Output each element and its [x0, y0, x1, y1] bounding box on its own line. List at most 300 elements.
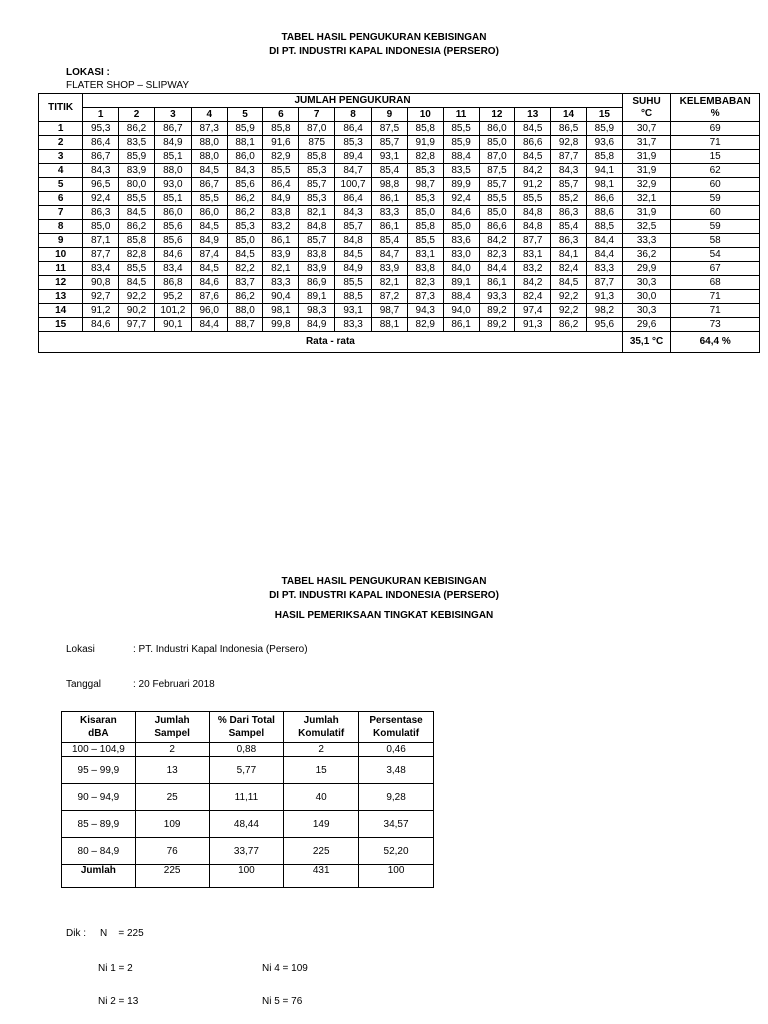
measure-cell: 84,3	[551, 164, 587, 178]
measure-cell: 85,1	[154, 192, 191, 206]
total-label: Jumlah	[62, 865, 136, 888]
measure-cell: 86,0	[154, 206, 191, 220]
tanggal-label: Tanggal	[66, 679, 102, 690]
measure-cell: 98,7	[407, 178, 443, 192]
measure-cell: 86,4	[335, 192, 372, 206]
measure-cell: 86,5	[551, 122, 587, 136]
kelembaban-cell: 59	[671, 220, 760, 234]
summary-cell: 33,77	[209, 838, 284, 865]
measure-cell: 82,1	[299, 206, 335, 220]
lokasi2-value: : PT. Industri Kapal Indonesia (Persero)	[133, 644, 308, 655]
measure-cell: 86,9	[299, 276, 335, 290]
measure-cell: 86,6	[479, 220, 515, 234]
measure-cell: 86,1	[372, 192, 408, 206]
lokasi-value: FLATER SHOP – SLIPWAY	[66, 80, 189, 91]
titik-cell: 1	[39, 122, 83, 136]
measure-cell: 85,8	[263, 122, 299, 136]
measure-cell: 87,0	[299, 122, 335, 136]
measure-cell: 85,2	[551, 192, 587, 206]
measure-cell: 85,8	[119, 234, 155, 248]
measure-cell: 86,2	[227, 206, 263, 220]
measure-cell: 85,7	[335, 220, 372, 234]
measure-cell: 91,2	[515, 178, 551, 192]
table-row	[39, 164, 760, 178]
table-row	[39, 304, 760, 318]
ni2: Ni 2 = 13	[98, 996, 139, 1007]
measure-cell: 84,4	[479, 262, 515, 276]
summary-header-line: Sampel	[154, 728, 190, 739]
measure-cell: 92,4	[443, 192, 479, 206]
titik-cell: 7	[39, 206, 83, 220]
measure-cell: 90,2	[119, 304, 155, 318]
measure-cell: 84,5	[119, 206, 155, 220]
measure-cell: 83,8	[299, 248, 335, 262]
table-row	[62, 757, 434, 784]
kelembaban-cell: 62	[671, 164, 760, 178]
suhu-cell: 31,9	[622, 164, 670, 178]
measure-cell: 94,3	[407, 304, 443, 318]
measure-cell: 88,0	[191, 150, 227, 164]
measure-cell: 83,4	[83, 262, 119, 276]
measure-cell: 85,7	[551, 178, 587, 192]
measure-cell: 84,8	[515, 206, 551, 220]
measure-cell: 83,5	[443, 164, 479, 178]
measure-cell: 94,1	[586, 164, 622, 178]
measure-cell: 87,7	[515, 234, 551, 248]
measure-cell: 84,6	[154, 248, 191, 262]
measure-cell: 84,9	[299, 318, 335, 332]
summary-cell: 15	[284, 757, 359, 784]
measure-cell: 93,3	[479, 290, 515, 304]
col-suhu-label: SUHU	[632, 95, 661, 107]
measure-cell: 84,5	[227, 248, 263, 262]
titik-cell: 5	[39, 178, 83, 192]
measure-cell: 96,0	[191, 304, 227, 318]
measure-cell: 84,7	[372, 248, 408, 262]
kelembaban-cell: 60	[671, 178, 760, 192]
summary-cell: 90 – 94,9	[62, 784, 136, 811]
measure-cell: 83,8	[407, 262, 443, 276]
measure-cell: 85,3	[299, 192, 335, 206]
titik-cell: 15	[39, 318, 83, 332]
table2-title-line1: TABEL HASIL PENGUKURAN KEBISINGAN	[281, 576, 487, 587]
col-measure-1: 1	[83, 108, 119, 122]
measure-cell: 84,4	[586, 248, 622, 262]
measure-cell: 87,7	[83, 248, 119, 262]
measure-cell: 88,5	[586, 220, 622, 234]
measure-cell: 96,5	[83, 178, 119, 192]
measure-cell: 85,7	[479, 178, 515, 192]
measure-cell: 83,1	[407, 248, 443, 262]
measure-cell: 86,8	[154, 276, 191, 290]
noise-level-summary-table	[61, 711, 434, 888]
measure-cell: 87,5	[372, 122, 408, 136]
measure-cell: 84,9	[335, 262, 372, 276]
measure-cell: 86,4	[83, 136, 119, 150]
summary-header-line: Sampel	[228, 728, 265, 739]
measure-cell: 84,3	[335, 206, 372, 220]
measure-cell: 82,1	[263, 262, 299, 276]
table1-title-line2: DI PT. INDUSTRI KAPAL INDONESIA (PERSERO)	[269, 46, 499, 57]
measure-cell: 86,0	[227, 150, 263, 164]
measure-cell: 86,1	[372, 220, 408, 234]
measure-cell: 83,8	[263, 206, 299, 220]
measure-cell: 91,3	[515, 318, 551, 332]
measure-cell: 85,3	[227, 220, 263, 234]
measure-cell: 93,0	[154, 178, 191, 192]
measure-cell: 85,9	[443, 136, 479, 150]
measure-cell: 92,2	[119, 290, 155, 304]
measure-cell: 82,8	[119, 248, 155, 262]
col-measure-9: 9	[372, 108, 408, 122]
measure-cell: 82,3	[479, 248, 515, 262]
summary-cell: 2	[284, 743, 359, 757]
measure-cell: 88,0	[154, 164, 191, 178]
suhu-cell: 30,3	[622, 276, 670, 290]
summary-cell: 52,20	[359, 838, 434, 865]
measure-cell: 84,4	[586, 234, 622, 248]
measure-cell: 99,8	[263, 318, 299, 332]
table-row	[39, 136, 760, 150]
measure-cell: 84,5	[515, 122, 551, 136]
measure-cell: 83,3	[263, 276, 299, 290]
summary-cell: 9,28	[359, 784, 434, 811]
suhu-cell: 31,7	[622, 136, 670, 150]
summary-header	[359, 712, 434, 743]
total-cell: 100	[209, 865, 284, 888]
measure-cell: 86,1	[443, 318, 479, 332]
table-row	[39, 318, 760, 332]
kelembaban-cell: 60	[671, 206, 760, 220]
measure-cell: 83,9	[119, 164, 155, 178]
measure-cell: 85,7	[372, 136, 408, 150]
measure-cell: 83,9	[263, 248, 299, 262]
measure-cell: 88,7	[227, 318, 263, 332]
measure-cell: 85,5	[443, 122, 479, 136]
measure-cell: 84,5	[119, 276, 155, 290]
measure-cell: 97,7	[119, 318, 155, 332]
titik-cell: 8	[39, 220, 83, 234]
measure-cell: 90,8	[83, 276, 119, 290]
measure-cell: 84,2	[515, 164, 551, 178]
measure-cell: 86,7	[83, 150, 119, 164]
suhu-cell: 32,5	[622, 220, 670, 234]
summary-cell: 225	[284, 838, 359, 865]
measure-cell: 83,2	[263, 220, 299, 234]
measure-cell: 92,2	[551, 290, 587, 304]
measure-cell: 92,7	[83, 290, 119, 304]
measure-cell: 98,1	[586, 178, 622, 192]
measure-cell: 86,2	[551, 318, 587, 332]
titik-cell: 3	[39, 150, 83, 164]
measure-cell: 85,5	[119, 262, 155, 276]
table-row	[39, 248, 760, 262]
noise-measurement-table	[38, 93, 760, 353]
measure-cell: 85,0	[479, 206, 515, 220]
col-measure-3: 3	[154, 108, 191, 122]
titik-cell: 12	[39, 276, 83, 290]
measure-cell: 85,5	[515, 192, 551, 206]
measure-cell: 91,9	[407, 136, 443, 150]
measure-cell: 84,8	[299, 220, 335, 234]
measure-cell: 84,1	[551, 248, 587, 262]
measure-cell: 83,6	[443, 234, 479, 248]
measure-cell: 87,6	[191, 290, 227, 304]
measure-cell: 85,5	[407, 234, 443, 248]
average-suhu: 35,1 °C	[622, 332, 670, 353]
measure-cell: 86,6	[586, 192, 622, 206]
measure-cell: 85,9	[119, 150, 155, 164]
table1-title-line1: TABEL HASIL PENGUKURAN KEBISINGAN	[281, 32, 487, 43]
suhu-cell: 32,9	[622, 178, 670, 192]
measure-cell: 84,3	[227, 164, 263, 178]
col-measure-10: 10	[407, 108, 443, 122]
measure-cell: 95,2	[154, 290, 191, 304]
measure-cell: 89,1	[299, 290, 335, 304]
measure-cell: 86,7	[191, 178, 227, 192]
measure-cell: 84,5	[551, 276, 587, 290]
measure-cell: 83,3	[372, 206, 408, 220]
summary-header	[135, 712, 209, 743]
kelembaban-cell: 58	[671, 234, 760, 248]
measure-cell: 98,1	[263, 304, 299, 318]
kelembaban-cell: 73	[671, 318, 760, 332]
ni4: Ni 4 = 109	[262, 963, 308, 974]
suhu-cell: 30,0	[622, 290, 670, 304]
measure-cell: 82,1	[372, 276, 408, 290]
measure-cell: 83,9	[299, 262, 335, 276]
measure-cell: 83,4	[154, 262, 191, 276]
table-row	[62, 838, 434, 865]
measure-cell: 85,6	[227, 178, 263, 192]
measure-cell: 88,5	[335, 290, 372, 304]
measure-cell: 87,1	[83, 234, 119, 248]
measure-cell: 86,3	[551, 234, 587, 248]
measure-cell: 82,9	[263, 150, 299, 164]
measure-cell: 91,6	[263, 136, 299, 150]
measure-cell: 80,0	[119, 178, 155, 192]
measure-cell: 92,2	[551, 304, 587, 318]
summary-cell: 13	[135, 757, 209, 784]
summary-cell: 0,88	[209, 743, 284, 757]
measure-cell: 85,0	[227, 234, 263, 248]
suhu-cell: 31,9	[622, 206, 670, 220]
summary-cell: 80 – 84,9	[62, 838, 136, 865]
col-measure-12: 12	[479, 108, 515, 122]
total-cell: 225	[135, 865, 209, 888]
measure-cell: 85,0	[443, 220, 479, 234]
summary-header-line: Jumlah	[303, 715, 339, 726]
measure-cell: 84,4	[191, 318, 227, 332]
summary-cell: 34,57	[359, 811, 434, 838]
lokasi-label: LOKASI :	[66, 67, 110, 78]
measure-cell: 85,6	[154, 234, 191, 248]
measure-cell: 86,2	[227, 290, 263, 304]
measure-cell: 84,8	[515, 220, 551, 234]
summary-cell: 76	[135, 838, 209, 865]
titik-cell: 14	[39, 304, 83, 318]
measure-cell: 88,1	[372, 318, 408, 332]
measure-cell: 86,4	[335, 122, 372, 136]
kelembaban-cell: 71	[671, 136, 760, 150]
measure-cell: 84,6	[83, 318, 119, 332]
measure-cell: 85,4	[551, 220, 587, 234]
measure-cell: 84,9	[154, 136, 191, 150]
table-row	[62, 784, 434, 811]
measure-cell: 85,3	[407, 192, 443, 206]
dik-n: N = 225	[100, 928, 144, 939]
measure-cell: 85,8	[299, 150, 335, 164]
measure-cell: 82,8	[407, 150, 443, 164]
suhu-cell: 29,6	[622, 318, 670, 332]
table-row	[39, 122, 760, 136]
measure-cell: 93,1	[335, 304, 372, 318]
average-row	[39, 332, 760, 353]
measure-cell: 85,3	[335, 136, 372, 150]
measure-cell: 86,3	[551, 206, 587, 220]
table-row	[62, 811, 434, 838]
measure-cell: 92,4	[83, 192, 119, 206]
measure-cell: 85,1	[154, 150, 191, 164]
summary-cell: 149	[284, 811, 359, 838]
measure-cell: 88,4	[443, 150, 479, 164]
measure-cell: 84,5	[335, 248, 372, 262]
average-kelembaban: 64,4 %	[671, 332, 760, 353]
measure-cell: 82,4	[551, 262, 587, 276]
measure-cell: 91,2	[83, 304, 119, 318]
measure-cell: 84,6	[191, 276, 227, 290]
total-cell: 431	[284, 865, 359, 888]
measure-cell: 85,6	[154, 220, 191, 234]
summary-cell: 0,46	[359, 743, 434, 757]
measure-cell: 83,3	[586, 262, 622, 276]
col-measure-5: 5	[227, 108, 263, 122]
table-row	[39, 262, 760, 276]
measure-cell: 87,3	[407, 290, 443, 304]
measure-cell: 85,9	[227, 122, 263, 136]
measure-cell: 82,2	[227, 262, 263, 276]
measure-cell: 84,5	[191, 164, 227, 178]
measure-cell: 98,7	[372, 304, 408, 318]
kelembaban-cell: 71	[671, 304, 760, 318]
suhu-cell: 29,9	[622, 262, 670, 276]
measure-cell: 875	[299, 136, 335, 150]
measure-cell: 98,8	[372, 178, 408, 192]
col-measure-15: 15	[586, 108, 622, 122]
measure-cell: 85,8	[586, 150, 622, 164]
measure-cell: 87,7	[586, 276, 622, 290]
measure-cell: 87,0	[479, 150, 515, 164]
measure-cell: 84,8	[335, 234, 372, 248]
measure-cell: 85,7	[299, 178, 335, 192]
measure-cell: 82,3	[407, 276, 443, 290]
measure-cell: 86,0	[191, 206, 227, 220]
titik-cell: 11	[39, 262, 83, 276]
measure-cell: 87,4	[191, 248, 227, 262]
kelembaban-cell: 69	[671, 122, 760, 136]
titik-cell: 2	[39, 136, 83, 150]
measure-cell: 85,4	[372, 234, 408, 248]
summary-header-line: Persentase	[369, 715, 423, 726]
measure-cell: 84,5	[515, 150, 551, 164]
measure-cell: 93,1	[372, 150, 408, 164]
kelembaban-cell: 68	[671, 276, 760, 290]
total-row	[62, 865, 434, 888]
titik-cell: 6	[39, 192, 83, 206]
measure-cell: 89,1	[443, 276, 479, 290]
col-measure-14: 14	[551, 108, 587, 122]
col-jumlah-pengukuran: JUMLAH PENGUKURAN	[83, 94, 623, 108]
summary-header-line: Komulatif	[372, 728, 420, 739]
summary-cell: 2	[135, 743, 209, 757]
kelembaban-cell: 59	[671, 192, 760, 206]
col-kelembaban-label: KELEMBABAN	[679, 95, 751, 107]
summary-header	[62, 712, 136, 743]
measure-cell: 84,2	[515, 276, 551, 290]
table2-title-line3: HASIL PEMERIKSAAN TINGKAT KEBISINGAN	[274, 610, 494, 621]
summary-cell: 25	[135, 784, 209, 811]
measure-cell: 85,8	[407, 122, 443, 136]
measure-cell: 84,9	[263, 192, 299, 206]
measure-cell: 87,3	[191, 122, 227, 136]
summary-cell: 3,48	[359, 757, 434, 784]
summary-cell: 109	[135, 811, 209, 838]
titik-cell: 4	[39, 164, 83, 178]
measure-cell: 84,9	[191, 234, 227, 248]
measure-cell: 93,6	[586, 136, 622, 150]
kelembaban-cell: 54	[671, 248, 760, 262]
measure-cell: 88,0	[191, 136, 227, 150]
table2-title-line2: DI PT. INDUSTRI KAPAL INDONESIA (PERSERO)	[269, 590, 499, 601]
summary-header	[284, 712, 359, 743]
measure-cell: 87,5	[479, 164, 515, 178]
col-measure-2: 2	[119, 108, 155, 122]
measure-cell: 86,2	[119, 122, 155, 136]
measure-cell: 85,5	[335, 276, 372, 290]
suhu-cell: 32,1	[622, 192, 670, 206]
summary-header-line: Jumlah	[154, 715, 190, 726]
col-measure-8: 8	[335, 108, 372, 122]
measure-cell: 84,2	[479, 234, 515, 248]
summary-header-line: Komulatif	[298, 728, 345, 739]
measure-cell: 84,3	[83, 164, 119, 178]
measure-cell: 86,6	[515, 136, 551, 150]
measure-cell: 89,4	[335, 150, 372, 164]
suhu-cell: 36,2	[622, 248, 670, 262]
summary-cell: 100 – 104,9	[62, 743, 136, 757]
col-suhu-unit: °C	[640, 107, 653, 119]
measure-cell: 86,3	[83, 206, 119, 220]
measure-cell: 95,6	[586, 318, 622, 332]
measure-cell: 84,0	[443, 262, 479, 276]
kelembaban-cell: 67	[671, 262, 760, 276]
measure-cell: 89,2	[479, 304, 515, 318]
measure-cell: 85,0	[83, 220, 119, 234]
measure-cell: 85,5	[119, 192, 155, 206]
measure-cell: 83,9	[372, 262, 408, 276]
table-row	[39, 150, 760, 164]
measure-cell: 84,6	[443, 206, 479, 220]
summary-header-line: dBA	[88, 728, 109, 739]
table-row	[39, 220, 760, 234]
suhu-cell: 30,7	[622, 122, 670, 136]
measure-cell: 95,3	[83, 122, 119, 136]
measure-cell: 83,1	[515, 248, 551, 262]
measure-cell: 83,2	[515, 262, 551, 276]
measure-cell: 83,0	[443, 248, 479, 262]
tanggal-value: : 20 Februari 2018	[133, 679, 215, 690]
summary-cell: 48,44	[209, 811, 284, 838]
